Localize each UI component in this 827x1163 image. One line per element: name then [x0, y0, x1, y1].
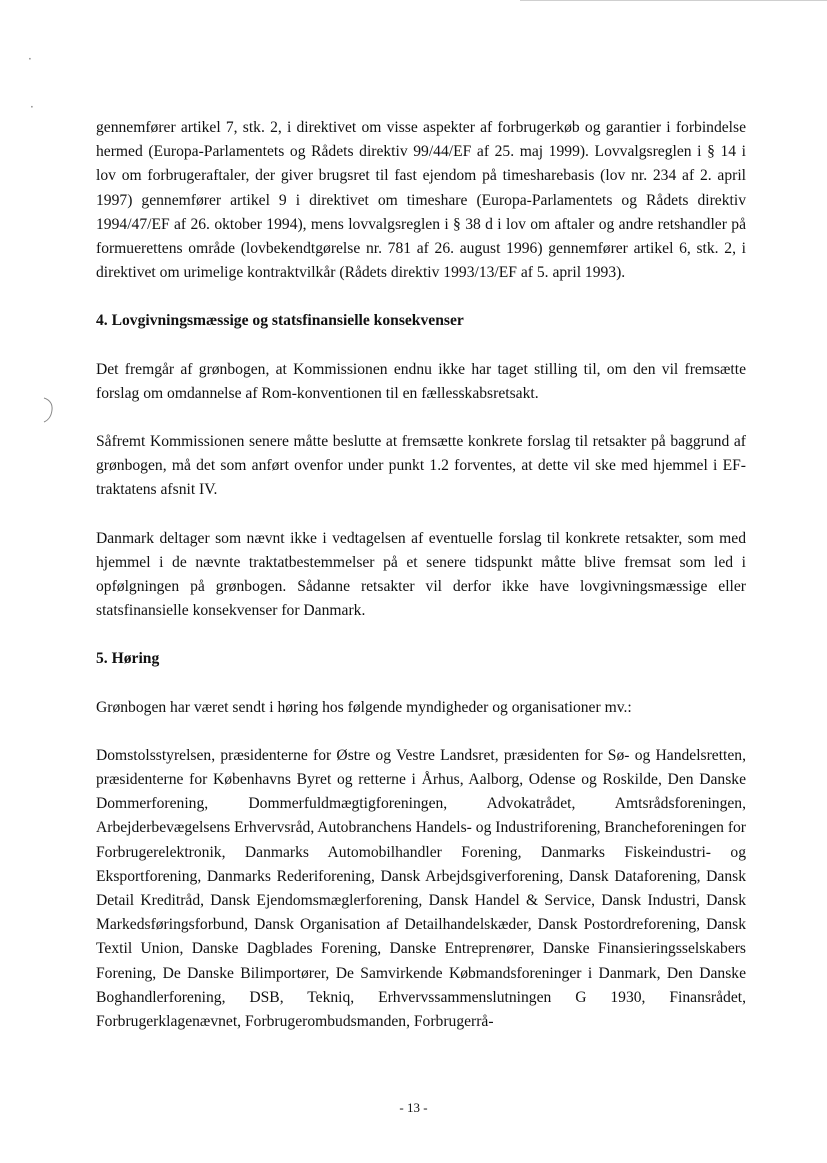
punch-hole-mark: [40, 395, 56, 425]
paragraph-lovvalgsregler: gennemfører artikel 7, stk. 2, i direktivet om visse aspekter af forbrugerkøb og garantier i forbindelse hermed (Europa-Parlamentets og Rådets direktiv 99/44/EF af 25. maj 1999). Lovvalgsreglen i § 14 i lov om forbrugeraftaler, der giver brugsret til fast ejendom på timesharebasis (lov nr. 234 af 2. april 1997) gennemfører artikel 9 i direktivet om timeshare (Europa-Parlamentets og Rådets direktiv 1994/47/EF af 26. oktober 1994), mens lovvalgsreglen i § 38 d i lov om aftaler og andre retshandler på formuerettens område (lovbekendtgørelse nr. 781 af 26. august 1996) gennemfører artikel 6, stk. 2, i direktivet om urimelige kontraktvilkår (Rådets direktiv 1993/13/EF af 5. april 1993).: [96, 119, 746, 282]
paragraph-retsakter: Såfremt Kommissionen senere måtte beslutte at fremsætte konkrete forslag til retsakter på baggrund af grønbogen, må det som anført ovenfor under punkt 1.2 forventes, at dette vil ske med hjemmel i EF-traktatens afsnit IV.: [96, 433, 746, 499]
page-number: - 13 -: [399, 1100, 428, 1115]
paragraph-hoering-intro: Grønbogen har været sendt i høring hos følgende myndigheder og organisationer mv.:: [96, 698, 632, 716]
paragraph-kommissionen: Det fremgår af grønbogen, at Kommissionen endnu ikke har taget stilling til, om den vil fremsætte forslag om omdannelse af Rom-konventionen til en fællesskabsretsakt.: [96, 360, 746, 402]
section-heading-4: 4. Lovgivningsmæssige og statsfinansielle konsekvenser: [96, 312, 464, 330]
document-body: [96, 116, 746, 1034]
paragraph-danmark: Danmark deltager som nævnt ikke i vedtagelsen af eventuelle forslag til konkrete retsakter, som med hjemmel i de nævnte traktatbestemmelser på et senere tidspunkt måtte blive fremsat som led i opfølgningen på grønbogen. Sådanne retsakter vil derfor ikke have lovgivningsmæssige eller statsfinansielle konsekvenser for Danmark.: [96, 529, 746, 620]
scan-speck: ·: [28, 52, 32, 66]
section-heading-5: 5. Høring: [96, 650, 160, 668]
scan-speck: ·: [30, 100, 34, 114]
paragraph-hoeringsparter: Domstolsstyrelsen, præsidenterne for Østre og Vestre Landsret, præsidenten for Sø- og Handelsretten, præsidenterne for Københavns Byret og retterne i Århus, Aalborg, Odense og Roskilde, Den Danske Dommerforening, Dommerfuldmægtigforeningen, Advokatrådet, Amtsrådsforeningen, Arbejderbevægelsens Erhvervsråd, Autobranchens Handels- og Industriforening, Brancheforeningen for Forbrugerelektronik, Danmarks Automobilhandler Forening, Danmarks Fiskeindustri- og Eksportforening, Danmarks Rederiforening, Dansk Arbejdsgiverforening, Dansk Dataforening, Dansk Detail Kreditråd, Dansk Ejendomsmæglerforening, Dansk Handel & Service, Dansk Industri, Dansk Markedsføringsforbund, Dansk Organisation af Detailhandelskæder, Dansk Postordreforening, Dansk Textil Union, Danske Dagblades Forening, Danske Entreprenører, Danske Finansieringsselskabers Forening, De Danske Bilimportører, De Samvirkende Købmandsforeninger i Danmark, Den Danske Boghandlerforening, DSB, Tekniq, Erhvervssammenslutningen G 1930, Finansrådet, Forbrugerklagenævnet, Forbrugerombudsmanden, Forbrugerrå-: [96, 746, 746, 1031]
scan-edge-line: [520, 0, 827, 1]
